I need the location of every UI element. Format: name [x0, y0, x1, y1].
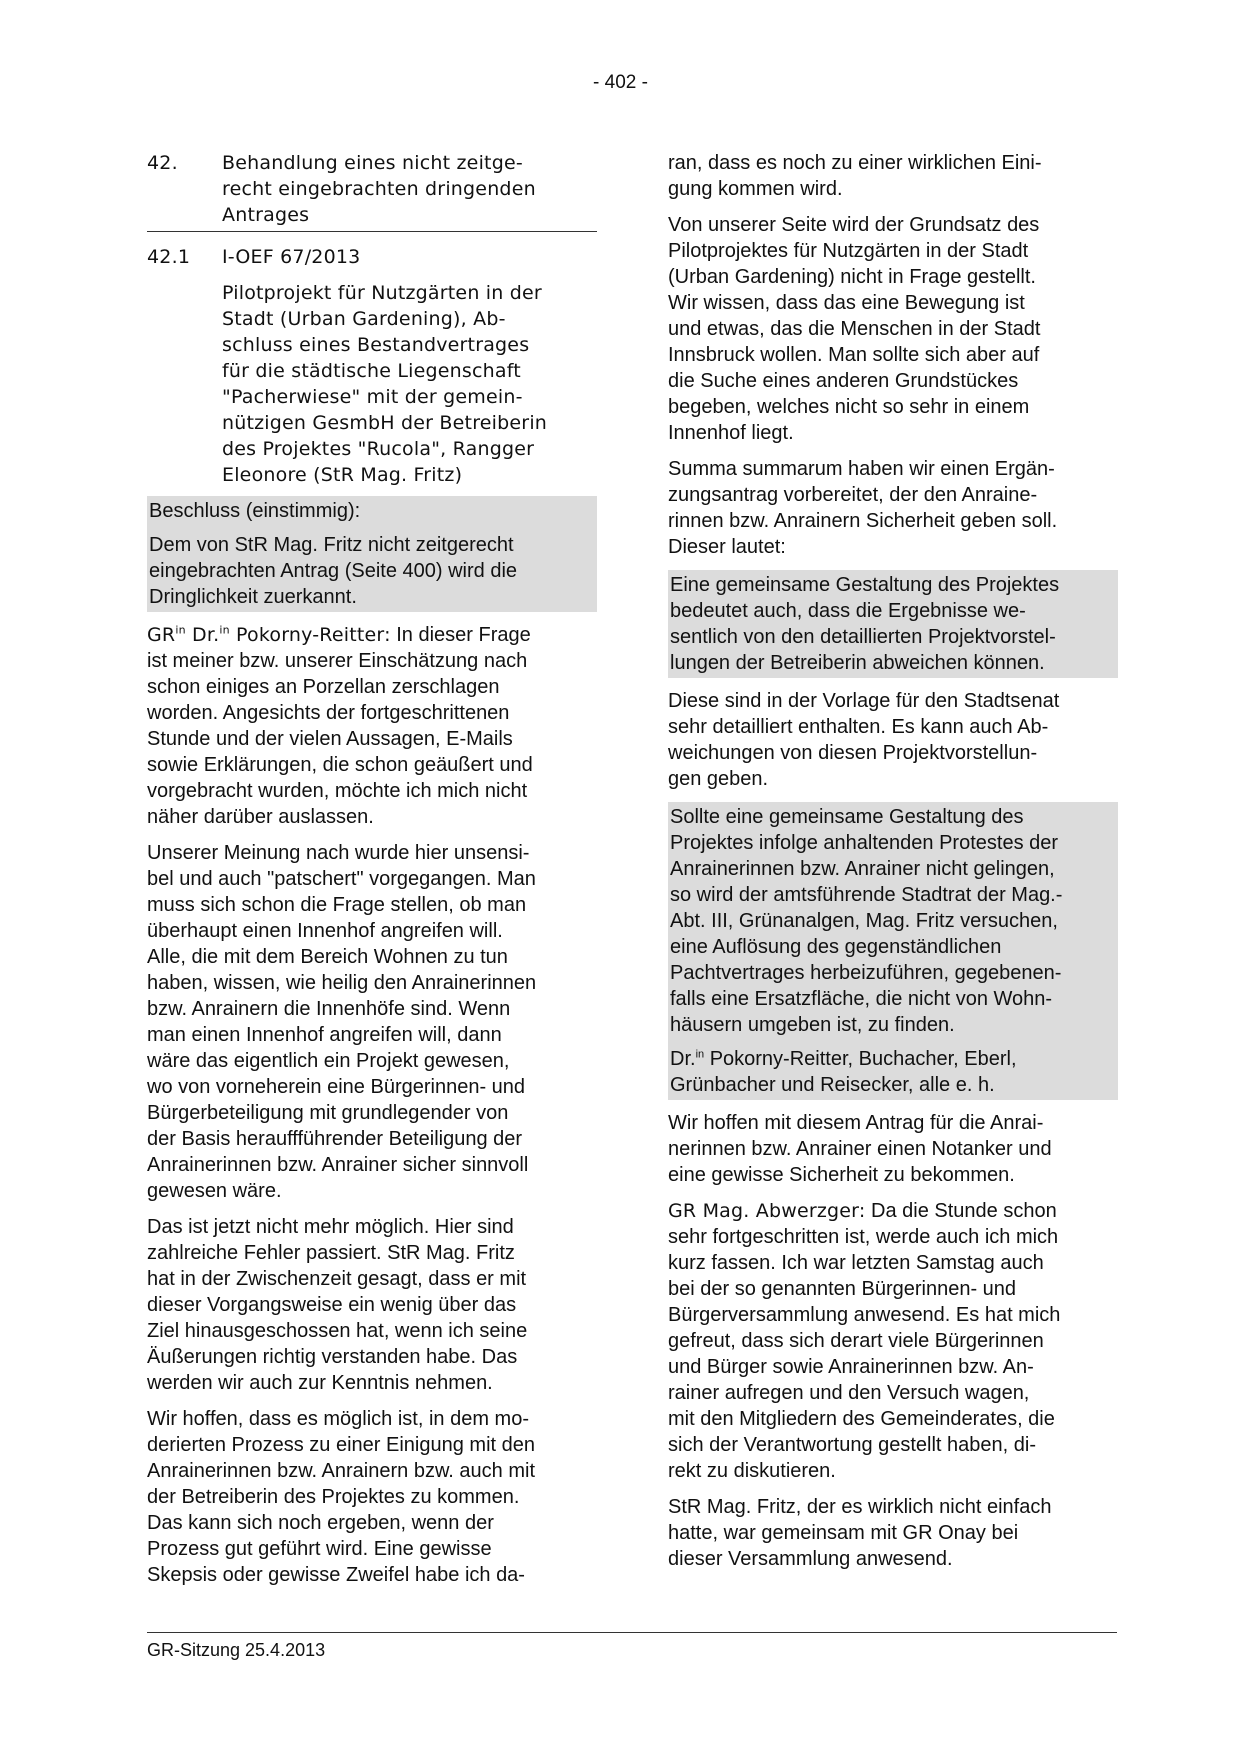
footer-divider	[147, 1632, 1117, 1633]
speech-paragraph: Von unserer Seite wird der Grundsatz des Pilotprojektes für Nutzgärten in der Stadt (Urban Gardening) nicht in Frage gestellt. Wir wissen, dass das eine Bewegung ist und etwas, das die Menschen in der Stadt Innsbruck wollen. Man sollte sich aber auf die Suche eines anderen Grundstückes begeben, welches nicht so sehr in einem Innenhof liegt.	[668, 214, 1041, 444]
right-column	[668, 150, 1118, 1582]
resolution-label: Beschluss (einstimmig):	[149, 500, 361, 522]
motion-box	[668, 802, 1118, 1100]
speaker-name: GR Mag. Abwerzger:	[668, 1200, 866, 1222]
speech-paragraph: ran, dass es noch zu einer wirklichen Eini- gung kommen wird.	[668, 152, 1042, 200]
agenda-item-title: Behandlung eines nicht zeitge- recht eingebrachten dringenden Antrages	[222, 152, 536, 226]
sub-item-title: Pilotprojekt für Nutzgärten in der Stadt (Urban Gardening), Ab- schluss eines Bestandvertrages für die städtische Liegenschaft "Pacherwiese" mit der gemein- nützigen GesmbH der Betreiberin des Projektes "Rucola", Rangger Eleonore (StR Mag. Fritz)	[222, 282, 548, 486]
resolution-box	[147, 496, 597, 612]
sub-item-number: 42.1	[147, 246, 191, 268]
speech-paragraph: Wir hoffen mit diesem Antrag für die Anrai- nerinnen bzw. Anrainer einen Notanker und eine gewisse Sicherheit zu bekommen.	[668, 1112, 1052, 1186]
footer-session-date: GR-Sitzung 25.4.2013	[147, 1640, 326, 1660]
motion-text: Eine gemeinsame Gestaltung des Projektes bedeutet auch, dass die Ergebnisse we- sentlich von den detaillierten Projektvorstel- lungen der Betreiberin abweichen können.	[670, 574, 1060, 674]
speech-paragraph: Wir hoffen, dass es möglich ist, in dem mo- derierten Prozess zu einer Einigung mit den Anrainerinnen bzw. Anrainern bzw. auch mit der Betreiberin des Projektes zu kommen. Das kann sich noch ergeben, wenn der Prozess gut geführt wird. Eine gewisse Skepsis oder gewisse Zweifel habe ich da-	[147, 1408, 535, 1586]
motion-box	[668, 570, 1118, 678]
speaker-name: $GR^{in}$ Dr.$^{in}$ Pokorny-Reitter:	[147, 623, 391, 646]
motion-text: Sollte eine gemeinsame Gestaltung des Projektes infolge anhaltenden Protestes der Anrainerinnen bzw. Anrainer nicht gelingen, so wird der amtsführende Stadtrat der Mag.- Abt. III, Grünanalgen, Mag. Fritz versuchen, eine Auflösung des gegenständlichen Pachtvertrages herbeizuführen, gegebenen- falls eine Ersatzfläche, die nicht von Wohn- häusern umgeben ist, zu finden.	[670, 806, 1063, 1036]
agenda-item-number: 42.	[147, 152, 178, 174]
resolution-text: Dem von StR Mag. Fritz nicht zeitgerecht eingebrachten Antrag (Seite 400) wird die Dringlichkeit zuerkannt.	[149, 534, 518, 608]
speech-paragraph: Unserer Meinung nach wurde hier unsensi- bel und auch "patschert" vorgegangen. Man muss sich schon die Frage stellen, ob man überhaupt einen Innenhof angreifen will. Alle, die mit dem Bereich Wohnen zu tun haben, wissen, wie heilig den Anrainerinnen bzw. Anrainern die Innenhöfe sind. Wenn man einen Innenhof angreifen will, dann wäre das eigentlich ein Projekt gewesen, wo von vorneherein eine Bürgerinnen- und Bürgerbeteiligung mit grundlegender von der Basis herauffführender Beteiligung der Anrainerinnen bzw. Anrainer sicher sinnvoll gewesen wäre.	[147, 842, 537, 1202]
speech-paragraph: StR Mag. Fritz, der es wirklich nicht einfach hatte, war gemeinsam mit GR Onay bei dieser Versammlung anwesend.	[668, 1496, 1052, 1570]
speech-paragraph: Das ist jetzt nicht mehr möglich. Hier sind zahlreiche Fehler passiert. StR Mag. Fritz hat in der Zwischenzeit gesagt, dass er mit dieser Vorgangsweise ein wenig über das Ziel hinausgeschossen hat, wenn ich seine Äußerungen richtig verstanden habe. Das werden wir auch zur Kenntnis nehmen.	[147, 1216, 528, 1394]
speech-paragraph: Summa summarum haben wir einen Ergän- zungsantrag vorbereitet, der den Anraine- rinnen bzw. Anrainern Sicherheit geben soll. Dieser lautet:	[668, 458, 1058, 558]
speech-paragraph: GR Mag. Abwerzger: Da die Stunde schon sehr fortgeschritten ist, werde auch ich mich kurz fassen. Ich war letzten Samstag auch bei der so genannten Bürgerinnen- und Bürgerversammlung anwesend. Es hat mich gefreut, dass sich derart viele Bürgerinnen und Bürger sowie Anrainerinnen bzw. An- rainer aufregen und den Versuch wagen, mit den Mitgliedern des Gemeinderates, die sich der Verantwortung gestellt haben, di- rekt zu diskutieren.	[668, 1200, 1061, 1482]
speech-paragraph: Diese sind in der Vorlage für den Stadtsenat sehr detailliert enthalten. Es kann auch Ab- weichungen von diesen Projektvorstellun- gen geben.	[668, 690, 1060, 790]
agenda-item-heading	[147, 150, 597, 232]
left-column	[147, 150, 597, 1598]
sub-item-heading	[147, 244, 597, 270]
motion-signers: Dr.$^{in}$ Pokorny-Reitter, Buchacher, Eberl, Grünbacher und Reisecker, alle e. h.	[670, 1048, 1017, 1096]
speech-paragraph: $GR^{in}$ Dr.$^{in}$ Pokorny-Reitter: In dieser Frage ist meiner bzw. unserer Einschätzung nach schon einiges an Porzellan zerschlagen worden. Angesichts der fortgeschrittenen Stunde und der vielen Aussagen, E-Mails sowie Erklärungen, die schon geäußert und vorgebracht wurden, möchte ich mich nicht näher darüber auslassen.	[147, 623, 533, 828]
page-number: - 402 -	[593, 72, 648, 93]
sub-item-id: I-OEF 67/2013	[222, 246, 361, 268]
